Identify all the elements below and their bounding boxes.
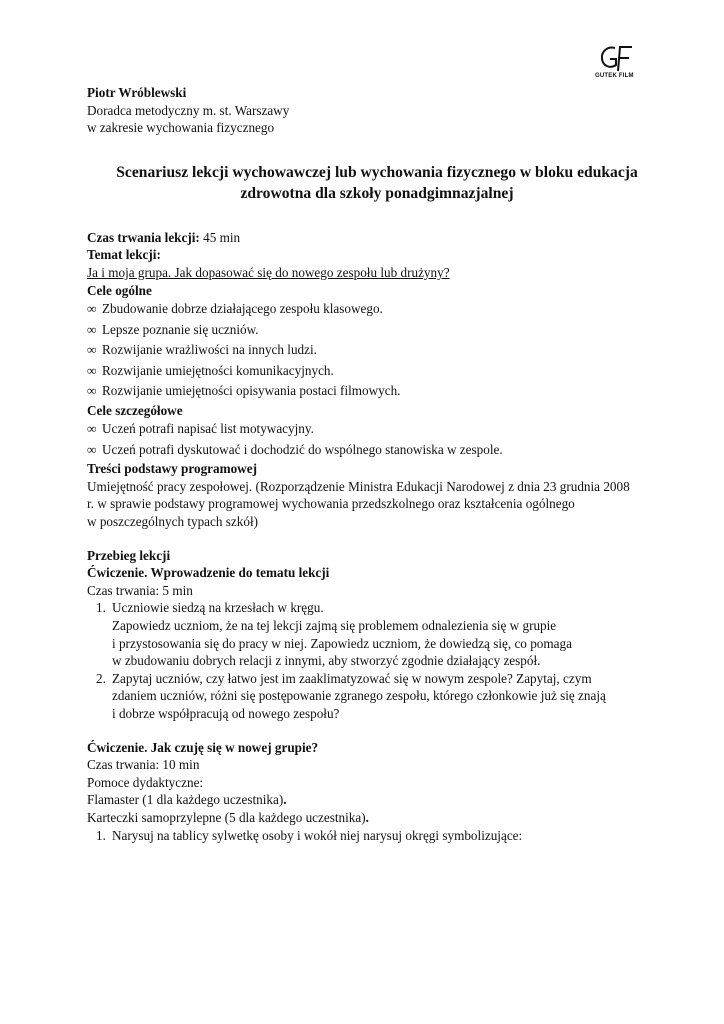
specific-goals-list bbox=[87, 419, 667, 460]
general-goals-label: Cele ogólne bbox=[87, 282, 152, 298]
aid-dot: . bbox=[365, 809, 369, 825]
specific-goals-label: Cele szczegółowe bbox=[87, 402, 183, 418]
step-line: Zapowiedz uczniom, że na tej lekcji zajmą się problemem odnalezienia się w grupie bbox=[112, 618, 557, 633]
list-item-text: Rozwijanie umiejętności opisywania postaci filmowych. bbox=[102, 383, 401, 399]
gf-logo-icon bbox=[596, 44, 638, 74]
exercise1-duration: Czas trwania: 5 min bbox=[87, 582, 193, 598]
list-item-text: Uczeń potrafi napisać list motywacyjny. bbox=[102, 421, 314, 437]
list-item bbox=[87, 299, 667, 320]
duration-value: 45 min bbox=[203, 229, 241, 245]
exercise2-aids-label: Pomoce dydaktyczne: bbox=[87, 774, 204, 790]
list-item bbox=[87, 419, 667, 440]
author-role: Doradca metodyczny m. st. Warszawy bbox=[87, 102, 290, 118]
list-item bbox=[87, 340, 667, 361]
step-line: i dobrze współpracują od nowego zespołu? bbox=[112, 705, 340, 721]
infinity-bullet-icon: ∞ bbox=[87, 362, 97, 378]
list-item bbox=[87, 381, 667, 402]
curriculum-line: r. w sprawie podstawy programowej wychowania przedszkolnego oraz kształcenia ogólnego bbox=[87, 496, 575, 512]
exercise2-aid bbox=[87, 809, 667, 827]
list-item bbox=[87, 599, 667, 669]
curriculum-line: Umiejętność pracy zespołowej. (Rozporządzenie Ministra Edukacji Narodowej z dnia 23 grudnia 2008 bbox=[87, 478, 630, 494]
infinity-bullet-icon: ∞ bbox=[87, 301, 97, 317]
list-item bbox=[87, 827, 667, 845]
exercise2-steps bbox=[87, 827, 667, 845]
logo-brand-text: GUTEK FILM bbox=[595, 73, 634, 79]
exercise1-title: Ćwiczenie. Wprowadzenie do tematu lekcji bbox=[87, 565, 330, 581]
list-item bbox=[87, 670, 667, 723]
curriculum-label: Treści podstawy programowej bbox=[87, 461, 257, 477]
step-line: Uczniowie siedzą na krzesłach w kręgu. bbox=[112, 600, 324, 616]
step-line: Narysuj na tablicy sylwetkę osoby i wokół niej narysuj okręgi symbolizujące: bbox=[112, 827, 523, 843]
author-area: w zakresie wychowania fizycznego bbox=[87, 120, 275, 136]
aid-text: Flamaster (1 dla każdego uczestnika) bbox=[87, 792, 284, 808]
course-label: Przebieg lekcji bbox=[87, 547, 171, 563]
document-page bbox=[87, 84, 667, 844]
infinity-bullet-icon: ∞ bbox=[87, 321, 97, 337]
list-item bbox=[87, 440, 667, 461]
author-name: Piotr Wróblewski bbox=[87, 85, 187, 100]
step-number: 2. bbox=[96, 670, 106, 686]
list-item bbox=[87, 320, 667, 341]
step-number: 1. bbox=[96, 827, 106, 843]
exercise2-duration: Czas trwania: 10 min bbox=[87, 757, 200, 773]
infinity-bullet-icon: ∞ bbox=[87, 342, 97, 358]
list-item-text: Uczeń potrafi dyskutować i dochodzić do wspólnego stanowiska w zespole. bbox=[102, 441, 503, 457]
exercise2-aid bbox=[87, 791, 667, 809]
step-line: zdaniem uczniów, różni się postępowanie zgranego zespołu, którego członkowie już się znają bbox=[112, 688, 606, 704]
lesson-duration bbox=[87, 229, 667, 247]
topic-value: Ja i moja grupa. Jak dopasować się do nowego zespołu lub drużyny? bbox=[87, 264, 450, 280]
general-goals-list bbox=[87, 299, 667, 402]
curriculum-line: w poszczególnych typach szkół) bbox=[87, 514, 259, 530]
document-title: Scenariusz lekcji wychowawczej lub wychowania fizycznego w bloku edukacja zdrowotna dla szkoły ponadgimnazjalnej bbox=[116, 163, 638, 202]
topic-label: Temat lekcji: bbox=[87, 247, 161, 263]
exercise2-title: Ćwiczenie. Jak czuję się w nowej grupie? bbox=[87, 739, 319, 755]
infinity-bullet-icon: ∞ bbox=[87, 441, 97, 457]
step-line: Zapytaj uczniów, czy łatwo jest im zaaklimatyzować się w nowym zespole? Zapytaj, czym bbox=[112, 670, 592, 686]
list-item-text: Rozwijanie umiejętności komunikacyjnych. bbox=[102, 362, 334, 378]
list-item-text: Zbudowanie dobrze działającego zespołu klasowego. bbox=[102, 301, 383, 317]
step-number: 1. bbox=[96, 600, 106, 616]
author-block bbox=[87, 84, 667, 137]
aid-dot: . bbox=[283, 792, 287, 808]
infinity-bullet-icon: ∞ bbox=[87, 383, 97, 399]
list-item bbox=[87, 361, 667, 382]
list-item-text: Rozwijanie wrażliwości na innych ludzi. bbox=[102, 342, 317, 358]
aid-text: Karteczki samoprzylepne (5 dla każdego uczestnika) bbox=[87, 809, 366, 825]
list-item-text: Lepsze poznanie się uczniów. bbox=[102, 321, 259, 337]
step-line: w zbudowaniu dobrych relacji z innymi, aby stworzyć zgodnie działający zespół. bbox=[112, 653, 541, 669]
duration-label: Czas trwania lekcji: bbox=[87, 229, 200, 245]
infinity-bullet-icon: ∞ bbox=[87, 421, 97, 437]
step-line: i przystosowania się do pracy w niej. Zapowiedz uczniom, że dowiedzą się, co pomaga bbox=[112, 635, 572, 651]
exercise1-steps bbox=[87, 599, 667, 722]
